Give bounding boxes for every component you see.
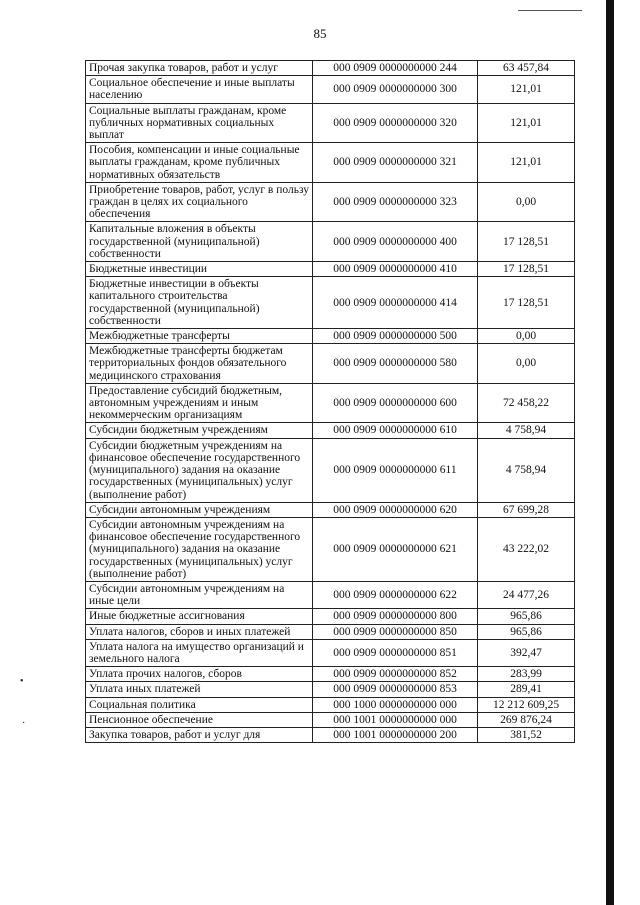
- table-row: [86, 581, 575, 608]
- row-code: 000 0909 0000000000 611: [313, 438, 478, 502]
- table-row: [86, 517, 575, 581]
- row-name: Субсидии бюджетным учреждениям на финансовое обеспечение государственного (муниципального) задания на оказание государственных (муниципальных) услуг (выполнение работ): [86, 438, 313, 502]
- row-amount: 12 212 609,25: [478, 697, 575, 712]
- row-name: Уплата иных платежей: [86, 682, 313, 697]
- row-amount: 72 458,22: [478, 383, 575, 423]
- table-row: [86, 624, 575, 639]
- row-code: 000 0909 0000000000 853: [313, 682, 478, 697]
- row-amount: 63 457,84: [478, 61, 575, 76]
- table-row: [86, 329, 575, 344]
- row-amount: 269 876,24: [478, 712, 575, 727]
- budget-table: [85, 60, 575, 743]
- row-code: 000 0909 0000000000 621: [313, 517, 478, 581]
- row-code: 000 0909 0000000000 610: [313, 423, 478, 438]
- row-code: 000 0909 0000000000 300: [313, 76, 478, 103]
- row-amount: 24 477,26: [478, 581, 575, 608]
- row-amount: 121,01: [478, 143, 575, 183]
- table-row: [86, 438, 575, 502]
- table-row: [86, 502, 575, 517]
- scan-speck: ·: [22, 718, 26, 729]
- table-row: [86, 277, 575, 329]
- table-row: [86, 143, 575, 183]
- row-name: Субсидии автономным учреждениям на иные цели: [86, 581, 313, 608]
- row-amount: 381,52: [478, 727, 575, 742]
- table-row: [86, 423, 575, 438]
- row-amount: 17 128,51: [478, 222, 575, 262]
- row-amount: 0,00: [478, 182, 575, 222]
- row-name: Социальные выплаты гражданам, кроме публичных нормативных социальных выплат: [86, 103, 313, 143]
- row-code: 000 0909 0000000000 500: [313, 329, 478, 344]
- row-name: Субсидии бюджетным учреждениям: [86, 423, 313, 438]
- row-amount: 43 222,02: [478, 517, 575, 581]
- row-code: 000 0909 0000000000 851: [313, 639, 478, 666]
- row-code: 000 0909 0000000000 244: [313, 61, 478, 76]
- row-amount: 17 128,51: [478, 277, 575, 329]
- row-amount: 283,99: [478, 667, 575, 682]
- row-code: 000 0909 0000000000 580: [313, 344, 478, 384]
- row-code: 000 0909 0000000000 852: [313, 667, 478, 682]
- row-name: Иные бюджетные ассигнования: [86, 609, 313, 624]
- row-amount: 4 758,94: [478, 438, 575, 502]
- table-row: [86, 182, 575, 222]
- row-amount: 0,00: [478, 329, 575, 344]
- table-row: [86, 712, 575, 727]
- table-row: [86, 103, 575, 143]
- table-row: [86, 344, 575, 384]
- row-code: 000 0909 0000000000 414: [313, 277, 478, 329]
- row-name: Бюджетные инвестиции: [86, 262, 313, 277]
- row-name: Пособия, компенсации и иные социальные выплаты гражданам, кроме публичных нормативных обязательств: [86, 143, 313, 183]
- row-code: 000 0909 0000000000 410: [313, 262, 478, 277]
- row-code: 000 0909 0000000000 622: [313, 581, 478, 608]
- row-code: 000 1001 0000000000 200: [313, 727, 478, 742]
- row-code: 000 0909 0000000000 850: [313, 624, 478, 639]
- row-name: Уплата прочих налогов, сборов: [86, 667, 313, 682]
- row-name: Субсидии автономным учреждениям: [86, 502, 313, 517]
- row-name: Прочая закупка товаров, работ и услуг: [86, 61, 313, 76]
- row-code: 000 0909 0000000000 800: [313, 609, 478, 624]
- row-amount: 17 128,51: [478, 262, 575, 277]
- row-code: 000 0909 0000000000 323: [313, 182, 478, 222]
- row-code: 000 0909 0000000000 321: [313, 143, 478, 183]
- page-number: 85: [313, 26, 327, 41]
- row-amount: 965,86: [478, 624, 575, 639]
- row-name: Субсидии автономным учреждениям на финансовое обеспечение государственного (муниципального) задания на оказание государственных (муниципальных) услуг (выполнение работ): [86, 517, 313, 581]
- table-row: [86, 697, 575, 712]
- table-row: [86, 222, 575, 262]
- table-row: [86, 667, 575, 682]
- row-name: Капитальные вложения в объекты государственной (муниципальной) собственности: [86, 222, 313, 262]
- scan-edge-shadow: [604, 0, 636, 905]
- budget-table-body: [86, 61, 575, 743]
- row-name: Закупка товаров, работ и услуг для: [86, 727, 313, 742]
- table-row: [86, 61, 575, 76]
- row-code: 000 0909 0000000000 320: [313, 103, 478, 143]
- row-name: Межбюджетные трансферты бюджетам территориальных фондов обязательного медицинского страхования: [86, 344, 313, 384]
- table-row: [86, 76, 575, 103]
- row-name: Уплата налога на имущество организаций и земельного налога: [86, 639, 313, 666]
- row-code: 000 1000 0000000000 000: [313, 697, 478, 712]
- table-row: [86, 609, 575, 624]
- row-name: Социальная политика: [86, 697, 313, 712]
- row-amount: 4 758,94: [478, 423, 575, 438]
- row-name: Предоставление субсидий бюджетным, автономным учреждениям и иным некоммерческим организациям: [86, 383, 313, 423]
- row-amount: 121,01: [478, 103, 575, 143]
- row-name: Социальное обеспечение и иные выплаты населению: [86, 76, 313, 103]
- row-amount: 67 699,28: [478, 502, 575, 517]
- row-amount: 289,41: [478, 682, 575, 697]
- row-code: 000 0909 0000000000 600: [313, 383, 478, 423]
- table-row: [86, 262, 575, 277]
- scan-speck: •: [20, 676, 24, 687]
- row-amount: 392,47: [478, 639, 575, 666]
- table-row: [86, 727, 575, 742]
- table-row: [86, 682, 575, 697]
- row-amount: 0,00: [478, 344, 575, 384]
- row-name: Приобретение товаров, работ, услуг в пользу граждан в целях их социального обеспечения: [86, 182, 313, 222]
- scan-edge-mark: [518, 10, 582, 11]
- table-row: [86, 383, 575, 423]
- row-amount: 121,01: [478, 76, 575, 103]
- row-code: 000 1001 0000000000 000: [313, 712, 478, 727]
- row-name: Бюджетные инвестиции в объекты капитального строительства государственной (муниципальной) собственности: [86, 277, 313, 329]
- table-row: [86, 639, 575, 666]
- row-name: Пенсионное обеспечение: [86, 712, 313, 727]
- row-amount: 965,86: [478, 609, 575, 624]
- row-name: Межбюджетные трансферты: [86, 329, 313, 344]
- row-name: Уплата налогов, сборов и иных платежей: [86, 624, 313, 639]
- row-code: 000 0909 0000000000 400: [313, 222, 478, 262]
- row-code: 000 0909 0000000000 620: [313, 502, 478, 517]
